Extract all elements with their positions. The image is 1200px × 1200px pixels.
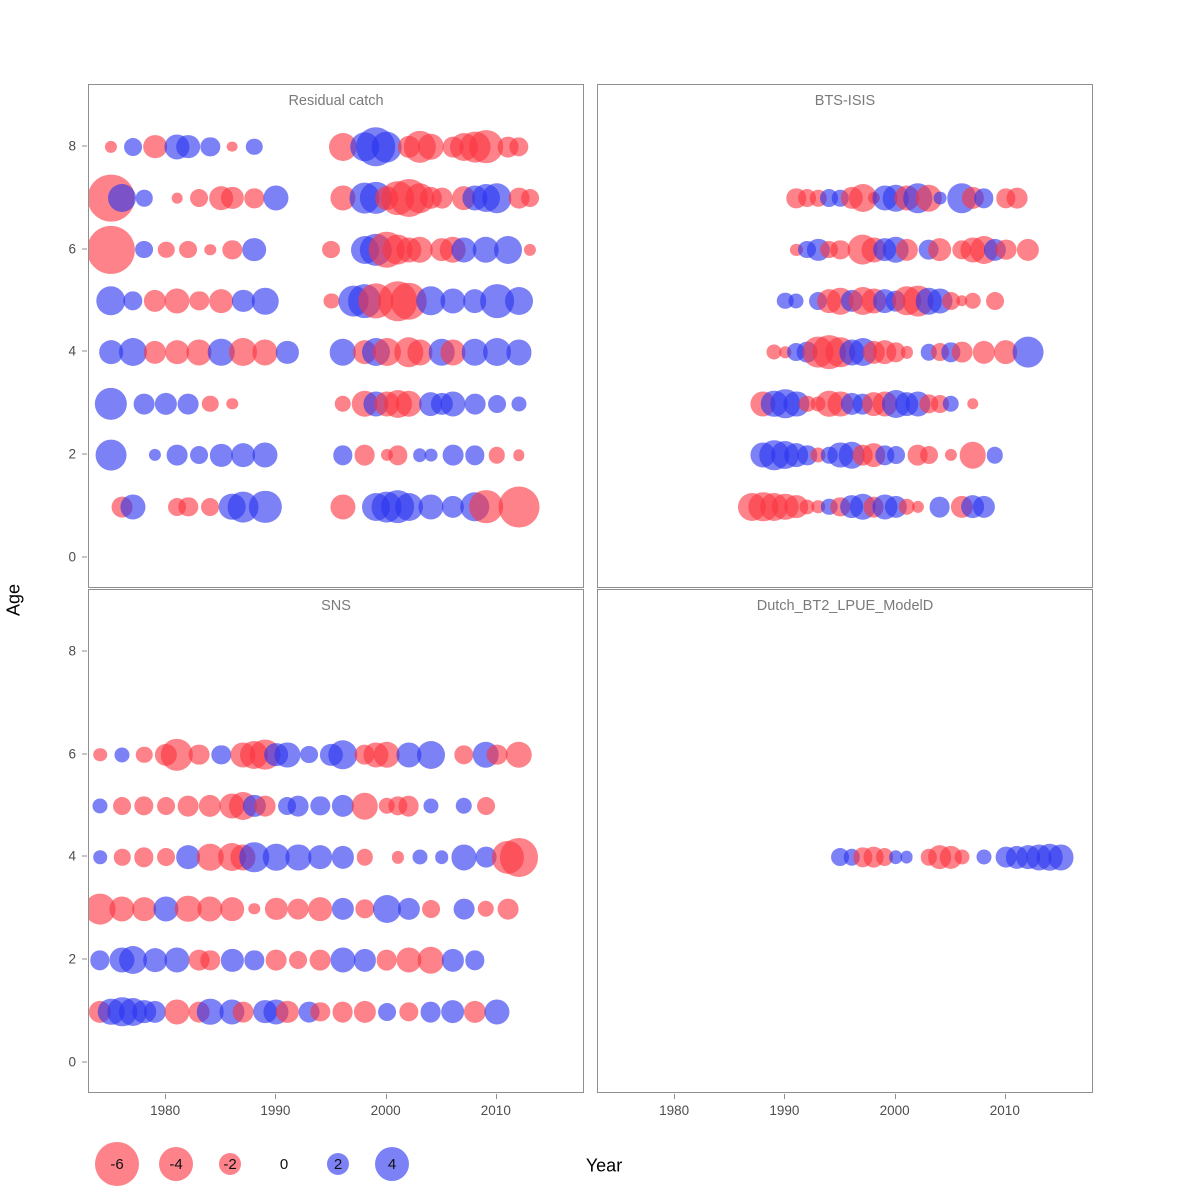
bubble-point [912,501,924,513]
bubble-point [456,798,472,814]
bubble-point [373,895,401,923]
bubble-point [311,796,330,815]
bubble-point [134,796,153,815]
bubble-point [143,135,167,159]
x-tick-label: 1980 [150,1103,181,1118]
panel-title: Dutch_BT2_LPUE_ModelD [756,598,934,614]
y-tick-label: 8 [68,138,76,154]
bubble-point [266,950,287,971]
bubble-point [110,896,135,921]
bubble-point [334,396,350,412]
bubble-point [330,494,355,519]
bubble-point [113,797,131,815]
bubble-point [121,494,146,519]
bubble-point [276,341,298,363]
plot-area [89,590,583,1092]
bubble-point [136,746,152,762]
bubble-point [331,898,353,920]
bubble-point [494,236,522,264]
legend-item [368,1139,416,1189]
y-tick-mark [82,454,87,455]
bubble-point [132,897,156,921]
bubble-point [96,286,125,315]
bubble-point [220,897,244,921]
x-tick-mark [165,1094,166,1099]
bubble-point [179,497,198,516]
bubble-point [524,243,536,255]
x-tick-mark [895,1094,896,1099]
bubble-point [486,744,507,765]
x-tick-mark [784,1094,785,1099]
legend-label: 0 [279,1155,289,1173]
bubble-point [176,135,200,159]
legend-item [314,1139,362,1189]
y-tick-mark [82,557,87,558]
bubble-point [376,950,397,971]
bubble-point [378,1003,396,1021]
legend-label: -2 [223,1155,237,1173]
y-tick-mark [82,248,87,249]
bubble-point [265,898,287,920]
bubble-point [249,903,260,914]
x-tick-mark [386,1094,387,1099]
bubble-point [464,393,485,414]
y-tick-label: 8 [68,643,76,659]
bubble-point [172,193,183,204]
y-tick-label: 6 [68,746,76,762]
bubble-point [453,898,474,919]
bubble-point [144,1001,166,1023]
x-tick-label: 2010 [989,1103,1020,1118]
bubble-point [974,188,993,207]
x-tick-label: 1990 [260,1103,291,1118]
bubble-point [105,141,117,153]
plot-area [89,85,583,587]
bubble-point [190,291,209,310]
x-tick-label: 2000 [370,1103,401,1118]
bubble-point [123,291,142,310]
bubble-point [973,341,995,363]
bubble-point [149,449,161,461]
bubble-point [464,1001,486,1023]
bubble-point [521,189,539,207]
bubble-point [451,845,476,870]
bubble-point [309,897,333,921]
bubble-point [440,288,465,313]
bubble-point [136,190,152,206]
bubble-point [209,289,233,313]
plot-area [598,590,1092,1092]
x-tick-mark [1005,1094,1006,1099]
bubble-point [976,850,991,865]
bubble-point [933,192,946,205]
bubble-point [332,1001,353,1022]
bubble-point [509,137,528,156]
bubble-point [143,948,167,972]
bubble-point [973,496,995,518]
legend-item [260,1139,308,1189]
bubble-point [264,186,289,211]
bubble-point [482,183,511,212]
bubble-point [477,797,495,815]
bubble-point [115,747,130,762]
bubble-point [221,187,243,209]
y-tick-mark [82,145,87,146]
bubble-point [114,849,130,865]
bubble-point [178,393,199,414]
bubble-point [288,796,309,817]
legend-item [206,1139,254,1189]
bubble-point [310,950,331,971]
bubble-point [227,398,238,409]
bubble-point [221,949,243,971]
legend-item [152,1139,200,1189]
bubble-point [223,240,242,259]
bubble-point [231,443,255,467]
bubble-point [119,338,147,366]
bubble-point [134,848,153,867]
bubble-point [205,244,216,255]
bubble-point [330,948,355,973]
bubble-point [513,450,524,461]
panel-residual-catch [88,84,584,588]
bubble-point [965,293,981,309]
bubble-point [1012,337,1043,368]
y-tick-mark [82,650,87,651]
bubble-point [412,850,427,865]
bubble-point [165,999,190,1024]
bubble-point [511,396,526,411]
bubble-point [353,949,375,971]
bubble-point [454,745,473,764]
bubble-point [484,999,509,1024]
bubble-point [179,241,197,259]
bubble-point [789,293,804,308]
bubble-point [198,896,223,921]
bubble-point [951,342,972,363]
bubble-point [201,951,220,970]
bubble-point [442,949,464,971]
bubble-point [465,446,484,465]
bubble-point [288,898,309,919]
legend-label: 2 [333,1155,343,1173]
bubble-point [199,795,221,817]
bubble-point [135,241,153,259]
bubble-point [942,396,958,412]
y-tick-mark [82,351,87,352]
bubble-point [351,793,378,820]
y-tick-label: 4 [68,343,76,359]
bubble-point [356,849,372,865]
bubble-point [93,851,107,865]
bubble-point [995,239,1016,260]
bubble-point [108,184,136,212]
bubble-point [309,846,333,870]
bubble-point [422,900,440,918]
bubble-point [986,292,1004,310]
bubble-point [289,951,307,969]
bubble-point [90,951,109,970]
bubble-point [398,898,420,920]
bubble-point [353,1001,375,1023]
bubble-point [954,850,969,865]
bubble-point [167,445,188,466]
y-axis-title: Age [3,583,24,617]
bubble-point [333,446,352,465]
bubble-point [134,393,155,414]
y-tick-label: 4 [68,848,76,864]
bubble-point [300,746,318,764]
panel-dutch-bt2-lpue-modeld [597,589,1093,1093]
bubble-point [93,798,108,813]
bubble-point [1006,188,1027,209]
bubble-point [323,241,341,259]
x-tick-mark [674,1094,675,1099]
bubble-point [497,898,518,919]
bubble-point [901,346,913,358]
y-tick-label: 2 [68,446,76,462]
bubble-point [275,742,300,767]
bubble-point [420,1001,441,1022]
bubble-point [959,442,986,469]
bubble-point [144,341,166,363]
bubble-point [252,288,279,315]
panel-title: SNS [321,598,351,614]
bubble-point [418,494,443,519]
bubble-point [929,496,950,517]
bubble-point [354,445,375,466]
bubble-point [286,845,311,870]
bubble-point [189,744,210,765]
bubble-point [155,393,177,415]
bubble-point [441,1000,465,1024]
bubble-point [417,741,445,769]
bubble-point [202,396,218,412]
bubble-point [478,901,494,917]
bubble-point [417,947,444,974]
bubble-point [158,241,174,257]
bubble-point [440,391,465,416]
bubble-point [424,449,437,462]
bubble-point [388,446,407,465]
bubble-point [95,388,127,420]
x-axis-title: Year [585,1155,623,1176]
bubble-point [488,395,506,413]
bubble-point [242,238,266,262]
bubble-point [165,948,190,973]
plot-area [598,85,1092,587]
bubble-point [506,340,531,365]
y-tick-label: 2 [68,951,76,967]
x-tick-label: 1980 [659,1103,690,1118]
y-tick-label: 0 [68,1054,76,1070]
bubble-point [987,447,1003,463]
bubble-point [328,740,357,769]
bubble-point [245,951,264,970]
x-tick-label: 1990 [769,1103,800,1118]
y-tick-label: 0 [68,549,76,565]
bubble-point [253,340,278,365]
bubble-point [465,951,484,970]
bubble-point [245,188,264,207]
bubble-point [190,189,208,207]
bubble-point [246,138,262,154]
x-tick-label: 2000 [879,1103,910,1118]
bubble-point [311,1002,330,1021]
bubble-point [392,851,404,863]
bubble-point [500,838,538,876]
panel-sns [88,589,584,1093]
bubble-point [442,445,463,466]
bubble-point [498,486,539,527]
legend-item [88,1139,146,1189]
bubble-point [190,446,208,464]
bubble-point [398,796,419,817]
bubble-point [276,1001,298,1023]
bubble-point [144,290,166,312]
bubble-point [201,498,219,516]
bubble-point [88,225,135,273]
bubble-point [165,288,190,313]
bubble-point [201,137,220,156]
bubble-point [1017,238,1039,260]
bubble-point [399,1002,418,1021]
bubble-point [506,741,533,768]
x-tick-mark [275,1094,276,1099]
bubble-point [165,341,189,365]
y-tick-mark [82,959,87,960]
bubble-point [417,133,444,160]
bubble-point [1048,845,1073,870]
bubble-point [93,748,107,762]
bubble-point [505,287,533,315]
x-tick-label: 2010 [480,1103,511,1118]
bubble-point [227,141,238,152]
bubble-point [212,745,231,764]
bubble-point [355,899,374,918]
bubble-point [331,846,353,868]
legend-label: 4 [387,1155,397,1173]
bubble-point [887,446,905,464]
bubble-point [253,443,278,468]
bubble-point [967,398,978,409]
bubble-point [96,440,127,471]
panel-title: Residual catch [288,93,384,109]
bubble-point [431,188,452,209]
legend-label: -4 [169,1155,183,1173]
y-tick-mark [82,1062,87,1063]
bubble-point [489,447,505,463]
bubble-point [945,449,957,461]
x-tick-mark [496,1094,497,1099]
bubble-point [157,848,175,866]
panel-bts-isis [597,84,1093,588]
bubble-point [920,446,938,464]
bubble-point [124,138,142,156]
legend-label: -6 [110,1155,124,1173]
y-tick-mark [82,753,87,754]
y-tick-label: 6 [68,241,76,257]
bubble-point [178,796,199,817]
bubble-point [324,293,339,308]
bubble-point [900,851,913,864]
panel-title: BTS-ISIS [814,93,876,109]
bubble-point [435,851,449,865]
bubble-point [895,238,917,260]
bubble-point [157,797,175,815]
bubble-point [423,798,438,813]
bubble-point [928,238,952,262]
bubble-point [249,491,281,523]
bubble-point [255,796,276,817]
size-legend [88,1136,422,1192]
bubble-point [210,444,232,466]
bubble-point [233,1001,254,1022]
y-tick-mark [82,856,87,857]
